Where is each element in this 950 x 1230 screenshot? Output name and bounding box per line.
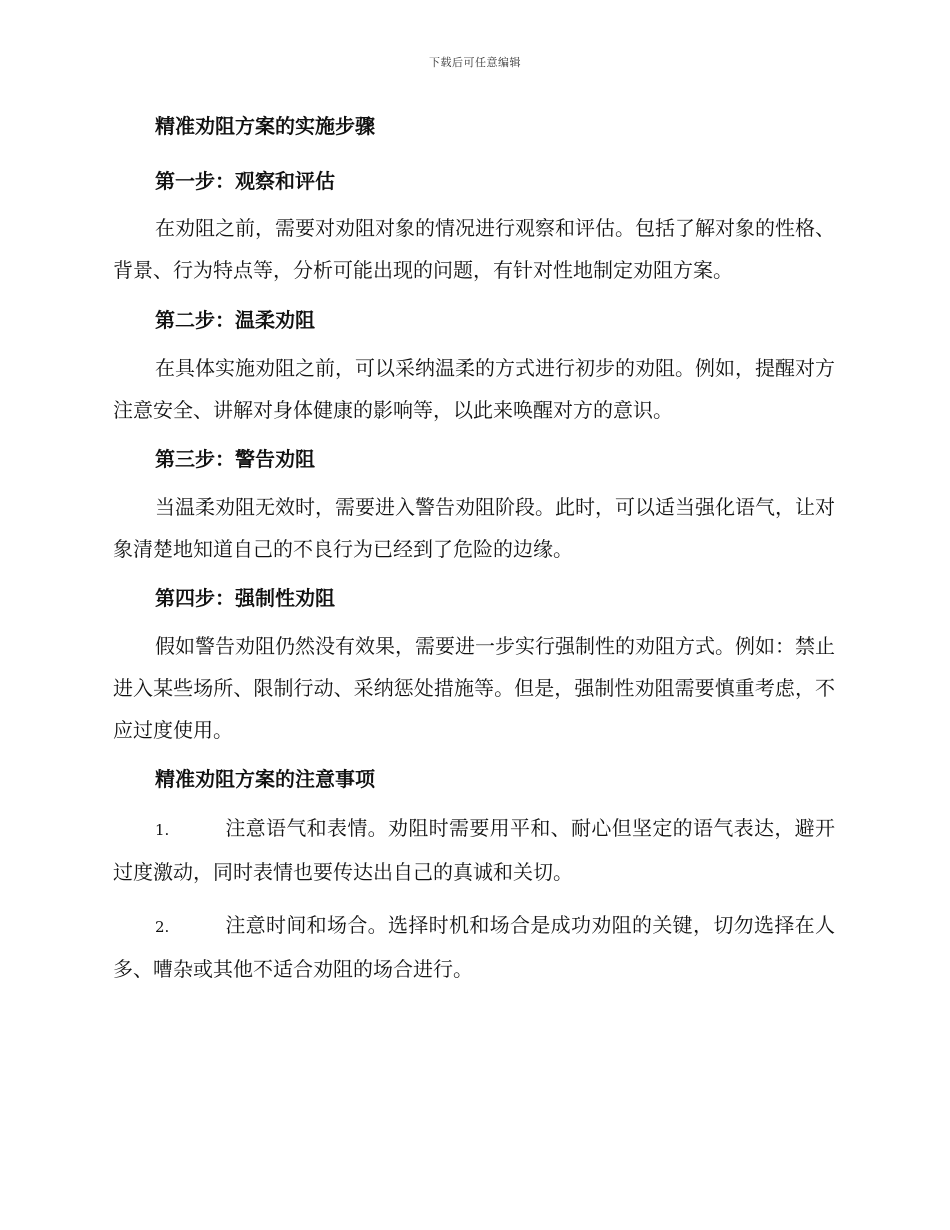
- step3-heading: 第三步：警告劝阻: [155, 447, 315, 471]
- list-item: [113, 807, 835, 893]
- list-item: [113, 904, 835, 990]
- section-title-notes: 精准劝阻方案的注意事项: [155, 767, 375, 791]
- document-body: [113, 108, 835, 990]
- header-note: 下载后可任意编辑: [429, 56, 521, 69]
- step1-heading: 第一步：观察和评估: [155, 169, 335, 193]
- list-item-text: 注意时间和场合。选择时机和场合是成功劝阻的关键，切勿选择在人多、嘈杂或其他不适合劝阻的场合进行。: [113, 913, 835, 981]
- step1-paragraph: 在劝阻之前，需要对劝阻对象的情况进行观察和评估。包括了解对象的性格、背景、行为特点等，分析可能出现的问题，有针对性地制定劝阻方案。: [113, 216, 835, 282]
- section-title-steps: 精准劝阻方案的实施步骤: [155, 114, 375, 138]
- step2-paragraph: 在具体实施劝阻之前，可以采纳温柔的方式进行初步的劝阻。例如，提醒对方注意安全、讲解对身体健康的影响等，以此来唤醒对方的意识。: [113, 356, 835, 422]
- step2-heading: 第二步：温柔劝阻: [155, 308, 315, 332]
- step4-heading: 第四步：强制性劝阻: [155, 586, 335, 610]
- list-item-number: 2.: [155, 918, 170, 936]
- step3-paragraph: 当温柔劝阻无效时，需要进入警告劝阻阶段。此时，可以适当强化语气，让对象清楚地知道自己的不良行为已经到了危险的边缘。: [113, 495, 835, 561]
- step4-paragraph: 假如警告劝阻仍然没有效果，需要进一步实行强制性的劝阻方式。例如：禁止进入某些场所、限制行动、采纳惩处措施等。但是，强制性劝阻需要慎重考虑，不应过度使用。: [113, 634, 835, 742]
- list-item-text: 注意语气和表情。劝阻时需要用平和、耐心但坚定的语气表达，避开过度激动，同时表情也要传达出自己的真诚和关切。: [113, 816, 835, 884]
- list-item-number: 1.: [155, 821, 170, 839]
